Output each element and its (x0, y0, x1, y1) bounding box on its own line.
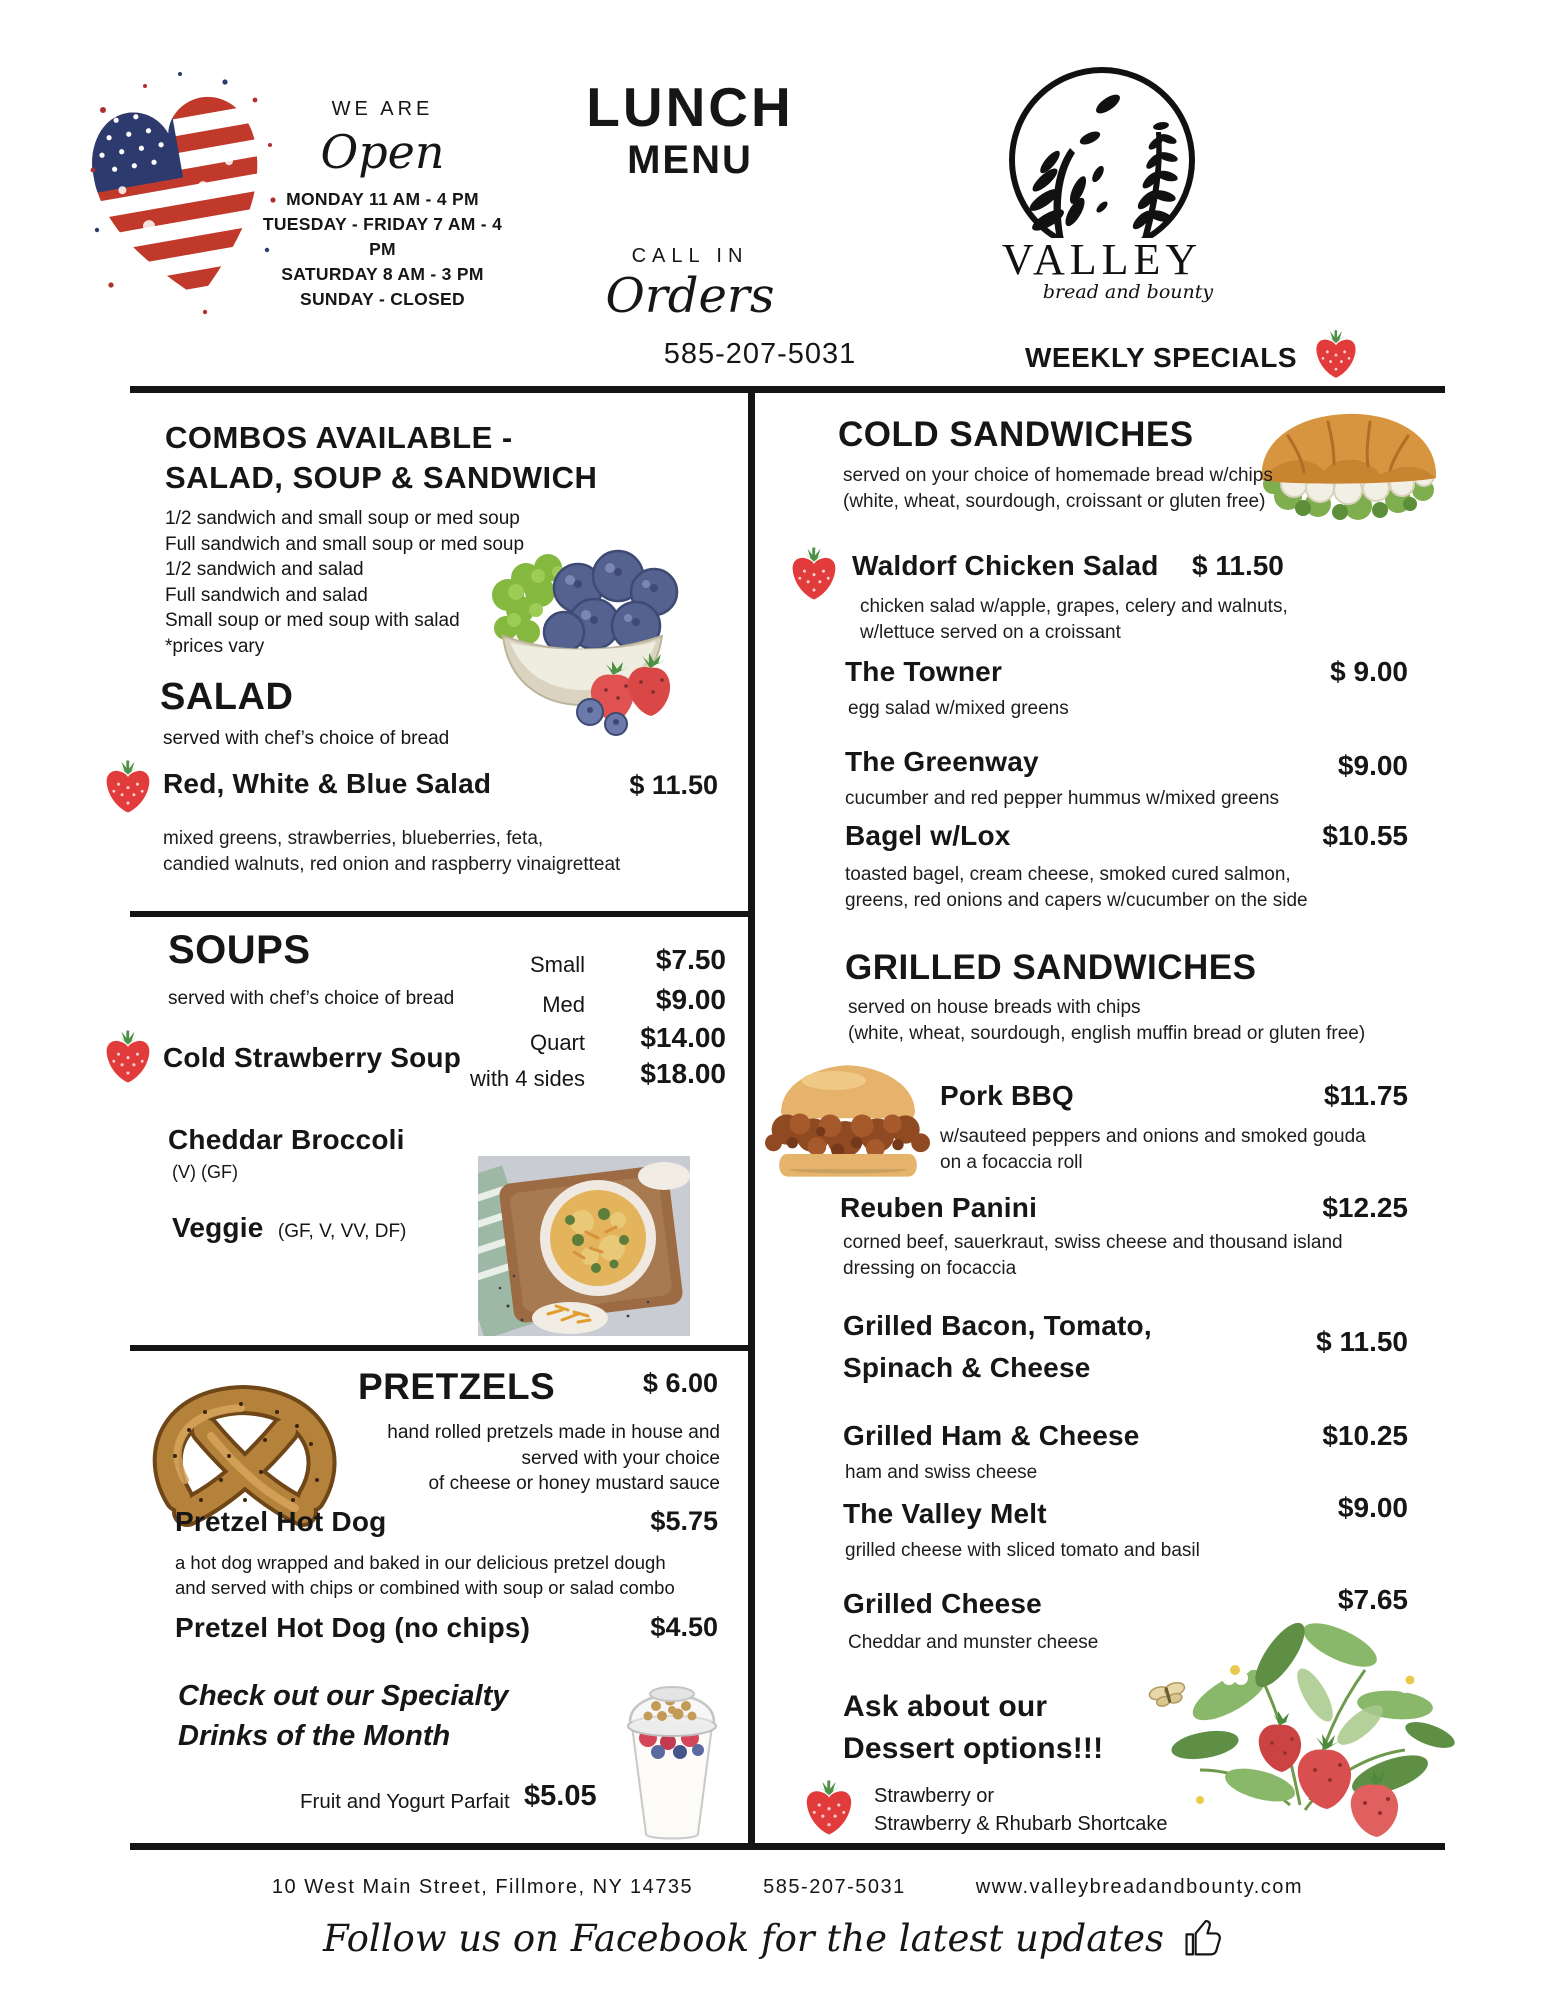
soup-item3-tags: (GF, V, VV, DF) (277, 1221, 407, 1242)
call-in-label: CALL IN (631, 245, 749, 267)
strawberry-icon (1312, 328, 1360, 380)
pretzel-hotdog-desc-line1: a hot dog wrapped and baked in our delicious pretzel dough (175, 1552, 666, 1573)
cheddar-broccoli-soup-photo (478, 1156, 690, 1336)
salad-subtitle: served with chef’s choice of bread (163, 728, 450, 749)
parfait-photo (598, 1666, 746, 1844)
bagel-lox-name: Bagel w/Lox (845, 820, 1011, 851)
pretzel-hotdog-desc (175, 1550, 675, 1600)
menu-title-line1: LUNCH (586, 76, 794, 138)
top-border-line (130, 386, 1445, 393)
pretzels-desc (355, 1420, 720, 1497)
reuben-desc-line1: corned beef, sauerkraut, swiss cheese and thousand island (843, 1232, 1343, 1253)
pork-bbq-sandwich-photo (758, 1056, 938, 1188)
valley-melt-name: The Valley Melt (843, 1498, 1047, 1529)
grilled-sandwiches-subtitle-line2: (white, wheat, sourdough, english muffin bread or gluten free) (848, 1023, 1366, 1044)
pretzel-hotdog-name: Pretzel Hot Dog (175, 1506, 387, 1537)
pork-bbq-desc-line2: on a focaccia roll (940, 1152, 1083, 1173)
hours-tue-fri: TUESDAY - FRIDAY 7 AM - 4 PM (262, 214, 503, 259)
grilled-cheese-price: $7.65 (1337, 1584, 1408, 1615)
soup-item3-name: Veggie (172, 1212, 264, 1243)
valley-logo (990, 52, 1215, 312)
bagel-lox-desc-line1: toasted bagel, cream cheese, smoked cured salmon, (845, 864, 1291, 885)
we-are-label: WE ARE (331, 98, 434, 120)
pork-bbq-price: $11.75 (1323, 1080, 1408, 1111)
pretzels-desc-line1: hand rolled pretzels made in house and (387, 1422, 720, 1443)
greenway-desc: cucumber and red pepper hummus w/mixed greens (845, 788, 1280, 809)
combo-line: Full sandwich and small soup or med soup (165, 533, 525, 555)
open-script: Open (320, 125, 445, 179)
soup-item1-name: Cold Strawberry Soup (163, 1042, 462, 1073)
salad-item-name: Red, White & Blue Salad (163, 768, 492, 799)
soup-size-small-price: $7.50 (655, 944, 726, 975)
salad-soups-divider-line (130, 911, 755, 917)
pretzel-hotdog-nochips-price: $4.50 (650, 1612, 718, 1642)
valley-melt-desc: grilled cheese with sliced tomato and basil (845, 1540, 1200, 1561)
soup-size-med-price: $9.00 (655, 984, 726, 1015)
dessert-title-line1: Ask about our (843, 1690, 1048, 1723)
pretzels-title: PRETZELS (358, 1366, 556, 1407)
grilled-cheese-name: Grilled Cheese (843, 1588, 1042, 1619)
grilled-ham-price: $10.25 (1322, 1420, 1408, 1451)
cold-sandwiches-subtitle (843, 463, 1273, 515)
parfait-name: Fruit and Yogurt Parfait (300, 1790, 510, 1813)
strawberry-icon (102, 1028, 154, 1085)
header-phone: 585-207-5031 (663, 338, 857, 370)
menu-title-line2: MENU (627, 138, 753, 182)
grilled-sandwiches-subtitle (848, 995, 1365, 1047)
dessert-option-line1: Strawberry or (874, 1785, 995, 1807)
combos-list (165, 506, 524, 659)
salad-title: SALAD (160, 676, 294, 718)
orders-script: Orders (605, 268, 775, 324)
strawberry-icon (102, 758, 154, 815)
waldorf-desc-line2: w/lettuce served on a croissant (860, 622, 1121, 643)
salad-item-desc (163, 826, 620, 878)
parfait-price: $5.05 (524, 1780, 597, 1812)
soup-size-4sides-label: with 4 sides (470, 1066, 585, 1091)
footer-address: 10 West Main Street, Fillmore, NY 14735 (271, 1876, 694, 1898)
croissant-sandwich-photo (1248, 396, 1448, 536)
greenway-name: The Greenway (845, 746, 1039, 777)
soup-size-med-label: Med (542, 992, 585, 1017)
reuben-desc-line2: dressing on focaccia (843, 1258, 1017, 1279)
bagel-lox-desc (845, 862, 1308, 914)
soup-size-quart-label: Quart (529, 1030, 585, 1055)
cold-sandwiches-subtitle-line1: served on your choice of homemade bread w/chips (843, 465, 1273, 486)
grilled-bacon-name-line2: Spinach & Cheese (843, 1352, 1091, 1383)
pretzel-hotdog-price: $5.75 (650, 1506, 718, 1536)
soup-item3 (172, 1212, 406, 1244)
combo-line: 1/2 sandwich and salad (165, 559, 364, 580)
combo-line: Full sandwich and salad (165, 584, 368, 606)
salad-desc-line1: mixed greens, strawberries, blueberries, feta, (163, 828, 544, 849)
soup-size-4sides-price: $18.00 (640, 1058, 726, 1089)
weekly-specials-label: WEEKLY SPECIALS (1025, 342, 1298, 373)
reuben-desc (843, 1230, 1343, 1282)
grilled-bacon-price: $ 11.50 (1316, 1326, 1408, 1357)
soup-item2-name: Cheddar Broccoli (168, 1124, 405, 1155)
pretzels-desc-line2: served with your choice (521, 1447, 720, 1469)
towner-price: $ 9.00 (1330, 656, 1408, 687)
combos-title-line1: COMBOS AVAILABLE - (165, 420, 513, 455)
combo-line: 1/2 sandwich and small soup or med soup (165, 508, 520, 529)
footer-social-row (0, 1916, 1545, 1960)
pretzels-price: $ 6.00 (642, 1368, 718, 1398)
strawberry-bouquet-illustration (1140, 1575, 1455, 1847)
cold-sandwiches-title: COLD SANDWICHES (838, 415, 1194, 454)
footer-social-text: Follow us on Facebook for the latest updates (322, 1916, 1165, 1960)
waldorf-price: $ 11.50 (1192, 550, 1284, 581)
pork-bbq-desc-line1: w/sauteed peppers and onions and smoked gouda (940, 1126, 1366, 1147)
cold-sandwiches-subtitle-line2: (white, wheat, sourdough, croissant or gluten free) (843, 491, 1266, 512)
combo-line: Small soup or med soup with salad (165, 610, 460, 631)
hours-saturday: SATURDAY 8 AM - 3 PM (281, 264, 484, 284)
combo-line: *prices vary (165, 635, 265, 657)
salad-desc-line2: candied walnuts, red onion and raspberry vinaigretteat (163, 854, 621, 875)
soup-size-quart-price: $14.00 (640, 1022, 726, 1053)
specialty-drinks-note-line1: Check out our Specialty (178, 1680, 509, 1712)
logo-wordmark: VALLEY (1001, 235, 1203, 284)
pretzel-hotdog-desc-line2: and served with chips or combined with soup or salad combo (175, 1577, 675, 1598)
strawberry-icon (802, 1778, 856, 1837)
towner-name: The Towner (845, 656, 1003, 687)
valley-melt-price: $9.00 (1337, 1492, 1408, 1523)
pretzels-desc-line3: of cheese or honey mustard sauce (428, 1473, 720, 1494)
bagel-lox-price: $10.55 (1322, 820, 1408, 851)
salad-item-price: $ 11.50 (629, 770, 718, 800)
bagel-lox-desc-line2: greens, red onions and capers w/cucumber on the side (845, 890, 1308, 911)
hours-sunday: SUNDAY - CLOSED (300, 289, 465, 309)
reuben-price: $12.25 (1322, 1192, 1408, 1223)
dessert-options (874, 1782, 1167, 1838)
waldorf-desc-line1: chicken salad w/apple, grapes, celery and walnuts, (860, 596, 1288, 617)
hours-monday: MONDAY 11 AM - 4 PM (286, 189, 479, 209)
grilled-sandwiches-subtitle-line1: served on house breads with chips (848, 997, 1141, 1018)
soup-item2-tags: (V) (GF) (172, 1162, 238, 1182)
flag-heart-image (85, 50, 280, 325)
thumbs-up-icon (1182, 1916, 1222, 1960)
greenway-price: $9.00 (1337, 750, 1408, 781)
strawberry-icon (788, 545, 840, 602)
footer-phone: 585-207-5031 (763, 1876, 906, 1898)
dessert-title-line2: Dessert options!!! (843, 1732, 1104, 1765)
pretzel-hotdog-nochips-name: Pretzel Hot Dog (no chips) (175, 1612, 531, 1643)
towner-desc: egg salad w/mixed greens (848, 698, 1069, 719)
waldorf-name: Waldorf Chicken Salad (852, 550, 1159, 581)
grilled-bacon-name-line1: Grilled Bacon, Tomato, (843, 1310, 1152, 1341)
grilled-ham-name: Grilled Ham & Cheese (843, 1420, 1140, 1451)
blueberry-bowl-illustration (478, 540, 693, 738)
waldorf-desc (860, 594, 1288, 646)
grilled-ham-desc: ham and swiss cheese (845, 1462, 1038, 1483)
hours-block (255, 98, 510, 312)
dessert-option-line2: Strawberry & Rhubarb Shortcake (874, 1813, 1168, 1835)
logo-tagline: bread and bounty (1042, 281, 1214, 303)
footer-website: www.valleybreadandbounty.com (975, 1876, 1304, 1898)
soup-size-small-label: Small (529, 952, 585, 977)
reuben-name: Reuben Panini (840, 1192, 1038, 1223)
pork-bbq-desc (940, 1124, 1366, 1176)
grilled-sandwiches-title: GRILLED SANDWICHES (845, 948, 1257, 987)
pork-bbq-name: Pork BBQ (940, 1080, 1074, 1111)
soups-subtitle: served with chef’s choice of bread (168, 988, 455, 1009)
specialty-drinks-note-line2: Drinks of the Month (178, 1720, 451, 1752)
soups-pretzels-divider-line (130, 1345, 755, 1351)
column-divider-line (748, 386, 755, 1848)
soups-title: SOUPS (168, 928, 311, 972)
footer-info-row (130, 1876, 1445, 1899)
grilled-cheese-desc: Cheddar and munster cheese (848, 1632, 1099, 1653)
combos-title-line2: SALAD, SOUP & SANDWICH (165, 460, 598, 495)
